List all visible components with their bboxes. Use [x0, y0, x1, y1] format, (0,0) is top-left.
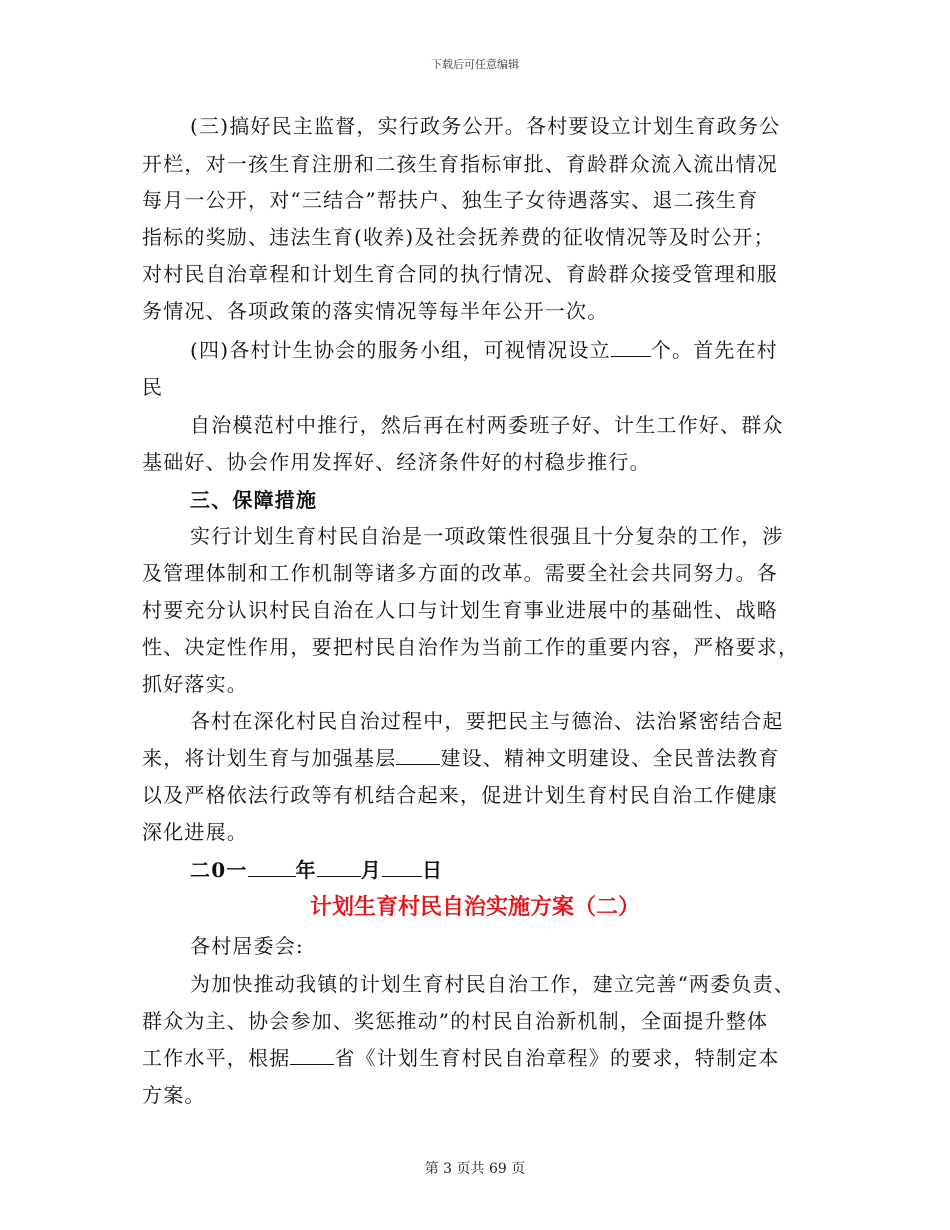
paragraph-line: 自治模范村中推行，然后再在村两委班子好、计生工作好、群众: [190, 413, 784, 437]
paragraph-line: 实行计划生育村民自治是一项政策性很强且十分复杂的工作，涉: [190, 524, 784, 548]
text-segment: 个。首先在村: [650, 338, 779, 362]
paragraph-line: 务情况、各项政策的落实情况等每半年公开一次。: [142, 299, 609, 323]
paragraph-line: [190, 336, 810, 364]
date-prefix: 二0一: [190, 858, 248, 882]
text-segment: 工作水平，根据: [142, 1046, 291, 1070]
text-segment: 省《计划生育村民自治章程》的要求，特制定本: [334, 1046, 780, 1070]
paragraph-line: 基础好、协会作用发挥好、经济条件好的村稳步推行。: [142, 450, 651, 474]
date-line: [190, 856, 810, 884]
paragraph-line: 方案。: [142, 1083, 206, 1107]
paragraph-line: 性、决定性作用，要把村民自治作为当前工作的重要内容，严格要求，: [142, 635, 800, 659]
date-year: 年: [295, 858, 317, 882]
paragraph-line: 指标的奖励、违法生育(收养)及社会抚养费的征收情况等及时公开；: [142, 225, 775, 249]
document-title: 计划生育村民自治实施方案（二）: [309, 895, 640, 920]
fill-blank: [611, 336, 651, 357]
paragraph-line: 开栏，对一孩生育注册和二孩生育指标审批、育龄群众流入流出情况: [142, 152, 778, 176]
fill-blank: [382, 856, 422, 877]
paragraph-line: 对村民自治章程和计划生育合同的执行情况、育龄群众接受管理和服: [142, 262, 778, 286]
text-segment: 来，将计划生育与加强基层: [142, 746, 397, 770]
paragraph-line: (三)搞好民主监督，实行政务公开。各村要设立计划生育政务公: [190, 114, 781, 138]
paragraph-line: 村要充分认识村民自治在人口与计划生育事业进展中的基础性、战略: [142, 598, 778, 622]
fill-blank: [317, 856, 361, 877]
paragraph-line: 每月一公开，对“三结合”帮扶户、独生子女待遇落实、退二孩生育: [142, 188, 759, 212]
paragraph-line: 及管理体制和工作机制等诸多方面的改革。需要全社会共同努力。各: [142, 561, 778, 585]
paragraph-line: [142, 1044, 810, 1072]
fill-blank: [396, 744, 440, 765]
text-segment: (四)各村计生协会的服务小组，可视情况设立: [190, 338, 611, 362]
salutation: 各村居委会:: [190, 934, 304, 958]
paragraph-line: 深化进展。: [142, 820, 248, 844]
page-footer: 第 3 页共 69 页: [424, 1161, 526, 1177]
date-month: 月: [360, 858, 382, 882]
paragraph-line: 群众为主、协会参加、奖惩推动”的村民自治新机制，全面提升整体: [142, 1009, 769, 1033]
paragraph-line: 以及严格依法行政等有机结合起来，促进计划生育村民自治工作健康: [142, 783, 778, 807]
paragraph-line: 为加快推动我镇的计划生育村民自治工作，建立完善“两委负责、: [190, 972, 796, 996]
paragraph-line: 各村在深化村民自治过程中，要把民主与德治、法治紧密结合起: [190, 709, 784, 733]
paragraph-line: [142, 744, 810, 772]
fill-blank: [290, 1044, 334, 1065]
date-day: 日: [421, 858, 444, 882]
text-segment: 建设、精神文明建设、全民普法教育: [440, 746, 780, 770]
paragraph-line: 抓好落实。: [142, 672, 248, 696]
page-header: 下载后可任意编辑: [431, 58, 519, 71]
paragraph-line: 民: [142, 375, 164, 399]
section-heading: 三、保障措施: [190, 488, 318, 512]
fill-blank: [248, 856, 296, 877]
